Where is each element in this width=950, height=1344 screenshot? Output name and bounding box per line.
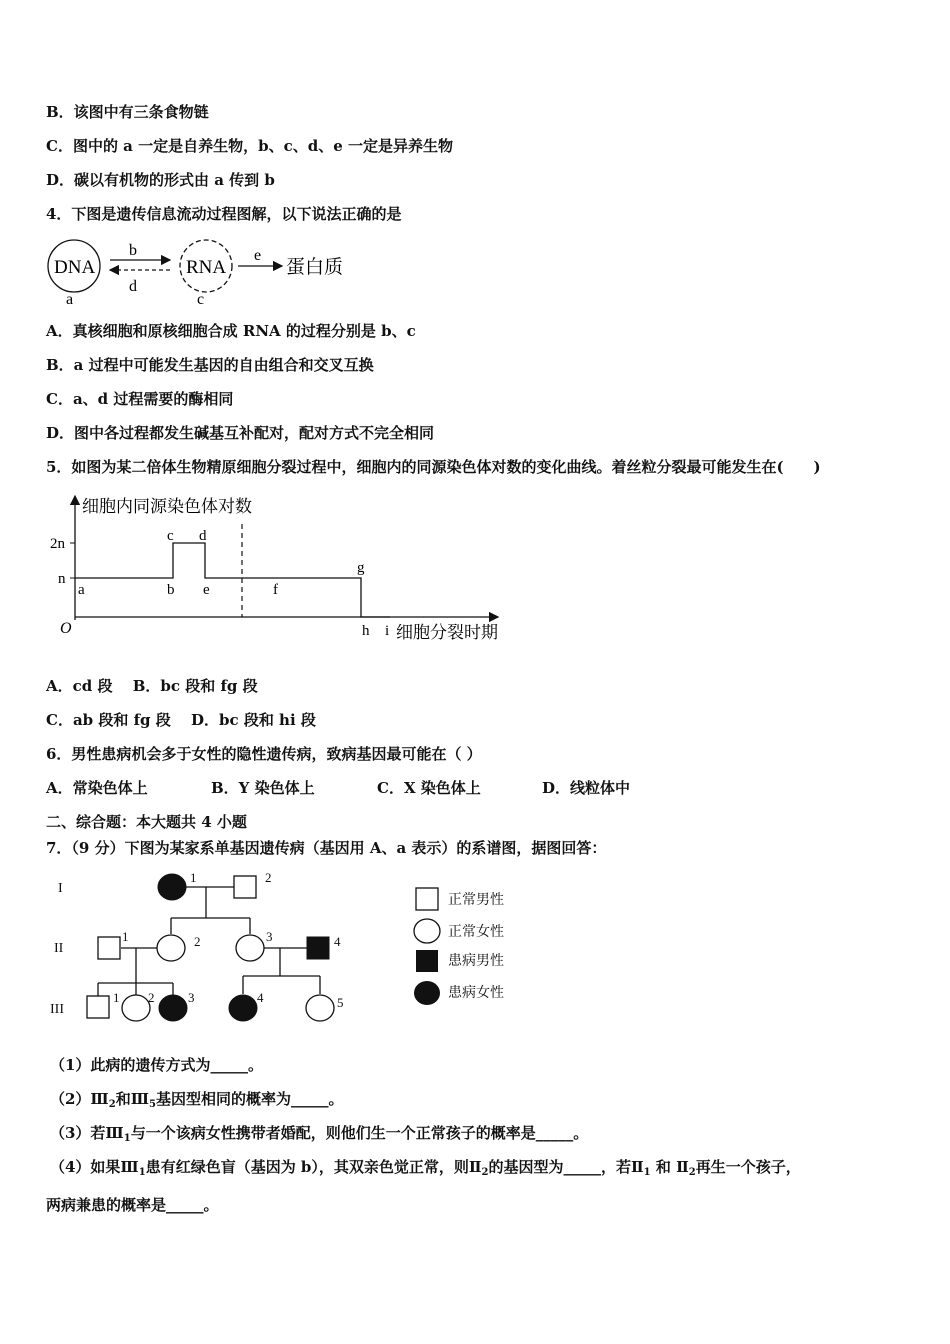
- point-e: e: [203, 582, 210, 598]
- legend-affected-female: 患病女性: [448, 986, 504, 1001]
- I-2-normal-male: [234, 876, 256, 898]
- q6-option-c: C．X 染色体上: [377, 779, 481, 797]
- III-4-affected-female: [229, 995, 257, 1021]
- q3-option-b: B．该图中有三条食物链: [46, 103, 209, 121]
- q7-sub2-mid: 和Ⅲ: [115, 1090, 149, 1108]
- point-f: f: [273, 582, 278, 598]
- num-III1: 1: [113, 990, 120, 1005]
- tick-n: n: [58, 571, 66, 587]
- q7-sub4-post: 再生一个孩子，: [695, 1158, 801, 1176]
- I-1-affected-female: [158, 874, 186, 900]
- q5-options-line1: A．cd 段 B．bc 段和 fg 段: [46, 677, 258, 695]
- q7-sub2-pre: （2）Ⅲ: [50, 1090, 109, 1108]
- q7-sub4-s1: 1: [138, 1167, 146, 1178]
- q3-option-d: D．碳以有机物的形式由 a 传到 b: [46, 171, 275, 189]
- pedigree-chart: [40, 868, 540, 1036]
- q4-option-d: D．图中各过程都发生碱基互补配对，配对方式不完全相同: [46, 424, 435, 442]
- q4-option-a: A．真核细胞和原核细胞合成 RNA 的过程分别是 b、c: [46, 322, 416, 340]
- num-II1: 1: [122, 929, 129, 944]
- legend-affected-male: 患病男性: [448, 954, 504, 969]
- q7-sub4-pre: （4）如果Ⅲ: [50, 1158, 139, 1176]
- II-2-normal-female: [157, 935, 185, 961]
- q4-option-b: B．a 过程中可能发生基因的自由组合和交叉互换: [46, 356, 374, 374]
- section-heading: 二、综合题：本大题共 4 小题: [46, 813, 247, 831]
- tick-2n: 2n: [50, 536, 65, 552]
- point-g: g: [357, 560, 365, 576]
- q6-stem: 6．男性患病机会多于女性的隐性遗传病，致病基因最可能在（ ）: [46, 745, 482, 763]
- q7-stem: 7．（9 分）下图为某家系单基因遗传病（基因用 A、a 表示）的系谱图，据图回答：: [46, 839, 607, 857]
- legend-affected-female-icon: [414, 981, 440, 1005]
- q7-sub4-s2: 2: [481, 1167, 489, 1178]
- q4-option-c: C．a、d 过程需要的酶相同: [46, 390, 234, 408]
- point-h: h: [362, 623, 370, 639]
- q6-option-b: B．Y 染色体上: [211, 779, 315, 797]
- q7-sub4-mid3: 和 Ⅱ: [650, 1158, 689, 1176]
- label-c: c: [197, 291, 205, 308]
- III-2-normal-female: [122, 995, 150, 1021]
- q7-sub4-mid2: 的基因型为_____，若Ⅱ: [488, 1158, 644, 1176]
- q7-sub4-s3: 1: [643, 1167, 651, 1178]
- q6-option-a: A．常染色体上: [46, 779, 148, 797]
- num-II3: 3: [266, 929, 273, 944]
- q3-option-c: C．图中的 a 一定是自养生物，b、c、d、e 一定是异养生物: [46, 137, 453, 155]
- rna-label: RNA: [186, 257, 227, 278]
- num-II4: 4: [334, 934, 341, 949]
- num-I1: 1: [190, 870, 197, 885]
- III-1-normal-male: [87, 996, 109, 1018]
- q7-sub4-s4: 2: [688, 1167, 696, 1178]
- II-3-normal-female: [236, 935, 264, 961]
- III-3-affected-female: [159, 995, 187, 1021]
- q7-sub3: [50, 1123, 588, 1149]
- protein-label: 蛋白质: [286, 257, 344, 278]
- label-b: b: [129, 242, 137, 259]
- origin-label: O: [60, 620, 72, 637]
- gene-flow-diagram: [40, 236, 370, 308]
- q7-sub4-mid1: 患有红绿色盲（基因为 b），其双亲色觉正常，则Ⅱ: [145, 1158, 482, 1176]
- q7-sub3-pre: （3）若Ⅲ: [50, 1124, 124, 1142]
- q7-sub2-post: 基因型相同的概率为_____。: [155, 1090, 344, 1108]
- q7-sub2-s2: 5: [148, 1099, 156, 1110]
- dna-label: DNA: [54, 257, 96, 278]
- q7-sub4-line2: 两病兼患的概率是_____。: [46, 1196, 219, 1214]
- point-b: b: [167, 582, 175, 598]
- pairs-curve: [75, 543, 390, 617]
- gen-III: III: [50, 1002, 64, 1017]
- num-II2: 2: [194, 934, 201, 949]
- gen-II: II: [54, 941, 64, 956]
- point-d: d: [199, 528, 207, 544]
- q7-sub1: （1）此病的遗传方式为_____。: [50, 1056, 263, 1074]
- legend-normal-female-icon: [414, 919, 440, 943]
- x-axis-label: 细胞分裂时期: [396, 623, 498, 642]
- y-axis-label: 细胞内同源染色体对数: [82, 497, 252, 516]
- point-c: c: [167, 528, 174, 544]
- legend-normal-female: 正常女性: [448, 925, 504, 940]
- legend-normal-male: 正常男性: [448, 893, 504, 908]
- q7-sub2: [50, 1089, 343, 1115]
- label-e: e: [254, 247, 262, 264]
- num-I2: 2: [265, 870, 272, 885]
- q7-sub3-post: 与一个该病女性携带者婚配，则他们生一个正常孩子的概率是_____。: [130, 1124, 589, 1142]
- num-III4: 4: [257, 990, 264, 1005]
- label-a: a: [66, 291, 74, 308]
- legend-normal-male-icon: [416, 888, 438, 910]
- gen-I: I: [58, 881, 63, 896]
- homologous-pairs-chart: [40, 490, 520, 650]
- q7-sub4: [50, 1157, 801, 1183]
- q6-option-d: D．线粒体中: [542, 779, 631, 797]
- q7-sub3-s1: 1: [123, 1133, 131, 1144]
- num-III5: 5: [337, 995, 344, 1010]
- legend-affected-male-icon: [416, 950, 438, 972]
- q5-options-line2: C．ab 段和 fg 段 D．bc 段和 hi 段: [46, 711, 316, 729]
- q7-sub2-s1: 2: [108, 1099, 116, 1110]
- II-4-affected-male: [307, 937, 329, 959]
- II-1-normal-male: [98, 937, 120, 959]
- num-III2: 2: [148, 990, 155, 1005]
- point-a: a: [78, 582, 85, 598]
- q4-stem: 4．下图是遗传信息流动过程图解，以下说法正确的是: [46, 205, 402, 223]
- q5-stem: 5．如图为某二倍体生物精原细胞分裂过程中，细胞内的同源染色体对数的变化曲线。着丝粒分裂最可能发生在( ): [46, 458, 821, 476]
- III-5-normal-female: [306, 995, 334, 1021]
- point-i: i: [385, 623, 390, 639]
- label-d: d: [129, 278, 137, 295]
- num-III3: 3: [188, 990, 195, 1005]
